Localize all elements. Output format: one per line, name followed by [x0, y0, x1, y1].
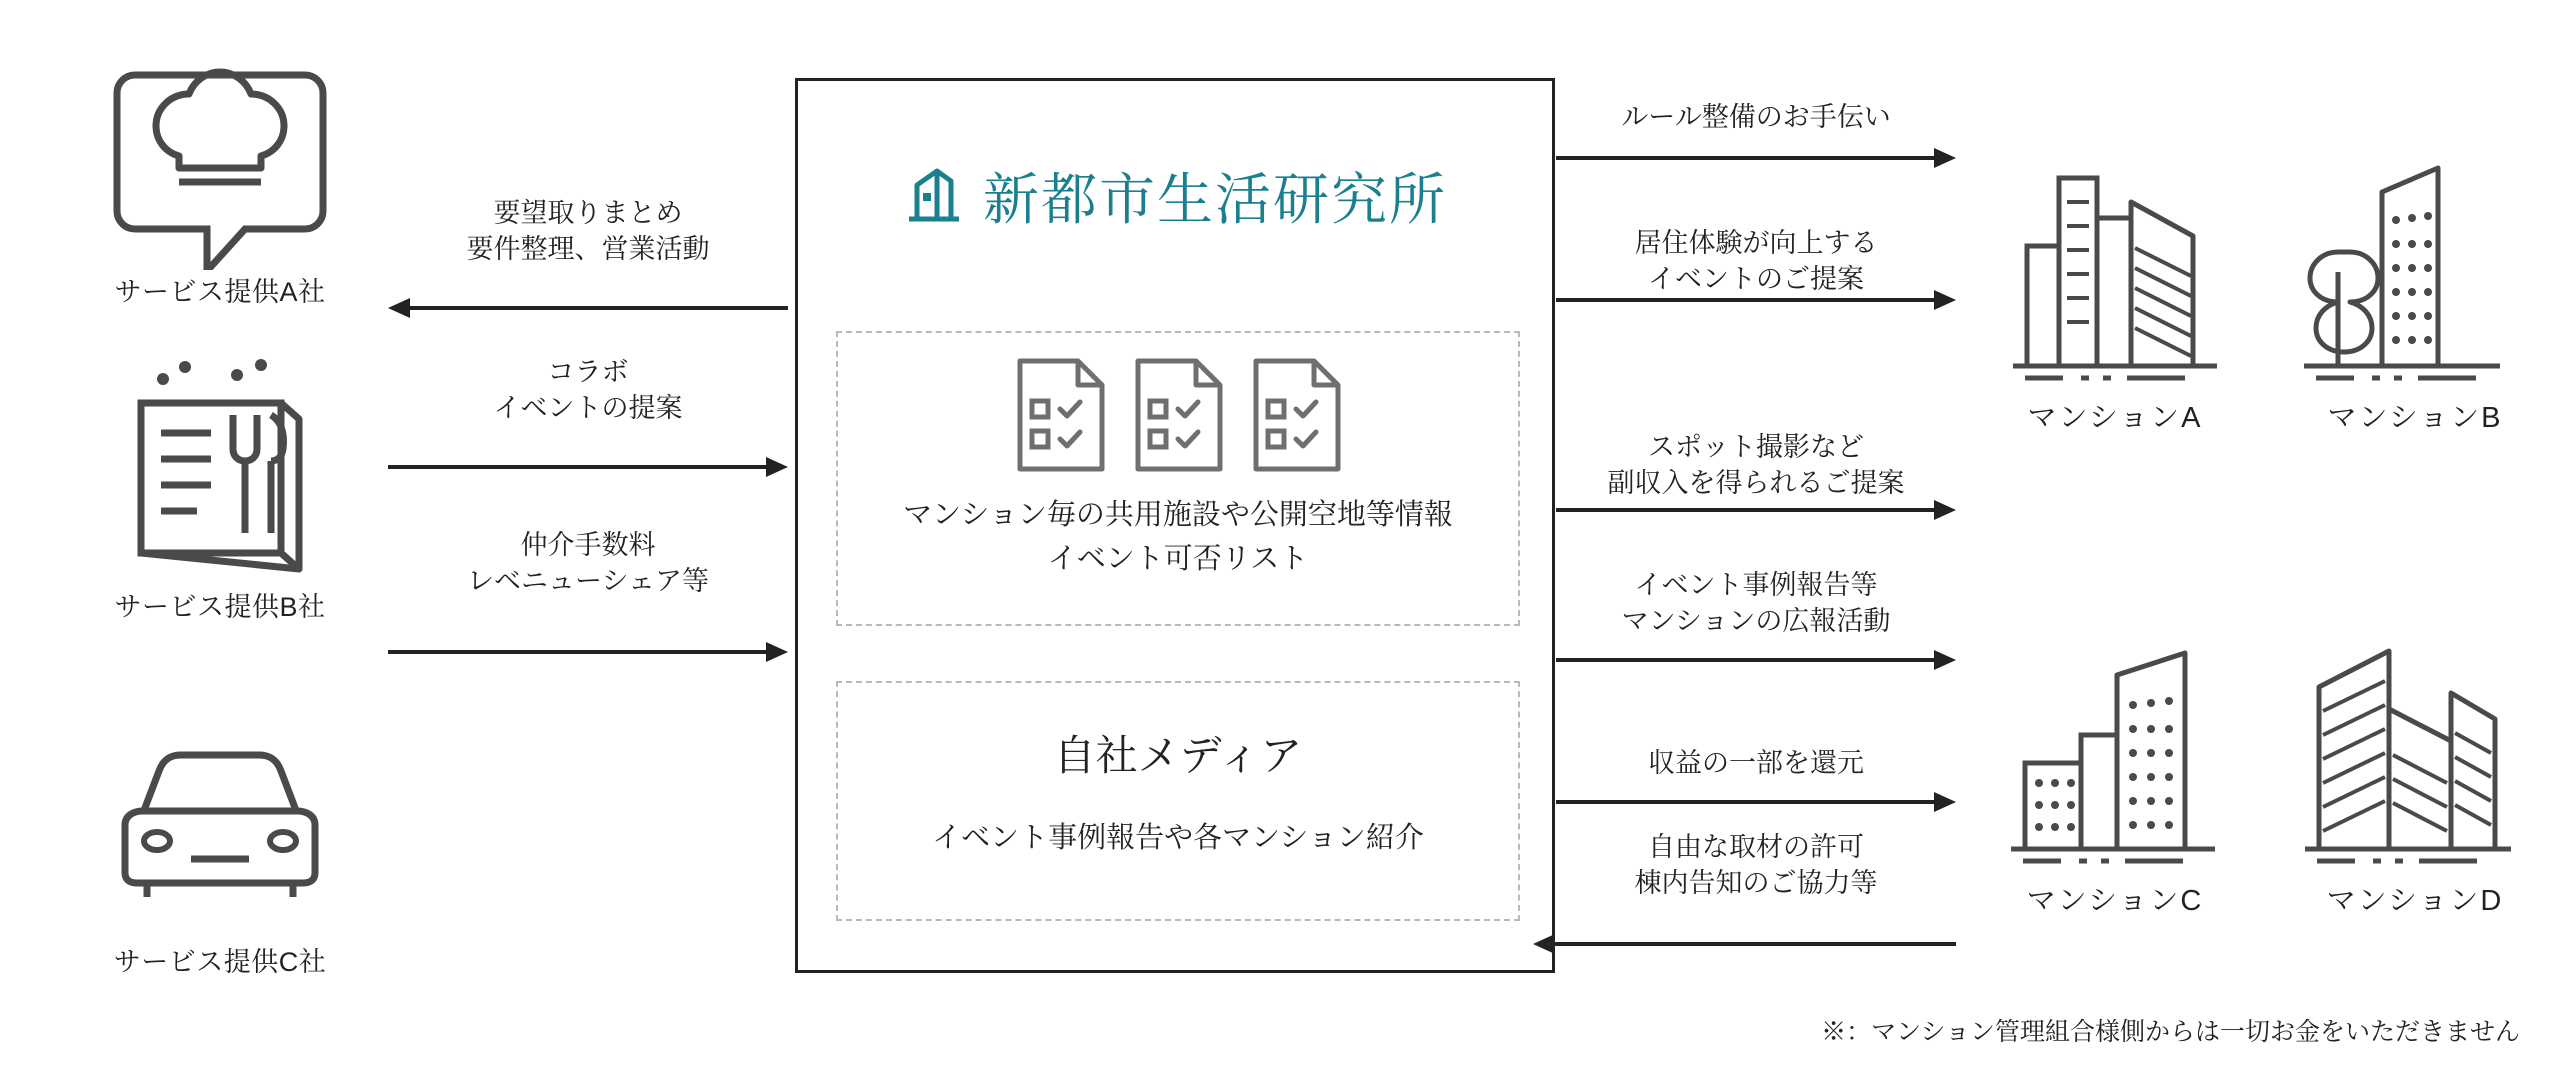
partner-a-label: サービス提供A社 — [114, 277, 326, 307]
partner-a — [50, 40, 390, 309]
checklist-document-icon — [1130, 355, 1226, 480]
building-logo-icon — [903, 163, 965, 230]
right-arrow-5-label: 収益の一部を還元 — [1648, 748, 1864, 778]
right-arrow-4-label: イベント事例報告等 マンションの広報活動 — [1621, 570, 1891, 636]
footnote: ※：マンション管理組合様側からは一切お金をいただきません — [1821, 1018, 2520, 1046]
partner-b-label: サービス提供B社 — [114, 592, 326, 622]
partner-c — [50, 710, 390, 979]
right-arrow-2-label: 居住体験が向上する イベントのご提案 — [1634, 228, 1878, 294]
chef-hat-speech-bubble-icon — [50, 40, 390, 270]
menu-book-cutlery-icon — [50, 355, 390, 585]
left-arrow-2-label: コラボ イベントの提案 — [493, 357, 683, 423]
left-arrow-3-label: 仲介手数料 レベニューシェア等 — [467, 530, 709, 596]
building-a-label: マンションA — [2027, 402, 2203, 434]
left-arrow-3 — [388, 640, 788, 669]
document-icons — [838, 355, 1518, 480]
media-panel-line-1: イベント事例報告や各マンション紹介 — [932, 822, 1424, 854]
left-arrow-2 — [388, 455, 788, 484]
media-panel-title: 自社メディア — [1053, 732, 1303, 779]
brand-name: 新都市生活研究所 — [983, 168, 1447, 231]
right-arrow-5 — [1556, 790, 1956, 819]
car-front-icon — [50, 710, 390, 940]
apartment-complex-icon — [1965, 155, 2265, 385]
data-panel-line-1: マンション毎の共用施設や公開空地等情報 — [903, 499, 1453, 531]
building-a — [1965, 155, 2265, 436]
data-panel-line-2: イベント可否リスト — [1047, 542, 1309, 575]
checklist-document-icon — [1012, 355, 1108, 480]
building-b — [2265, 155, 2560, 436]
left-arrow-1-label: 要望取りまとめ 要件整理、営業活動 — [466, 198, 710, 264]
own-media-panel — [836, 681, 1520, 921]
apartment-striped-icon — [2265, 638, 2560, 868]
shared-facility-data-panel — [836, 331, 1520, 626]
brand — [798, 156, 1552, 236]
right-arrow-3 — [1556, 498, 1956, 527]
center-company-box — [795, 78, 1555, 973]
building-c-label: マンションC — [2026, 885, 2204, 917]
right-arrow-6 — [1533, 932, 1956, 961]
building-d-label: マンションD — [2326, 885, 2504, 917]
apartment-tree-icon — [2265, 155, 2560, 385]
building-b-label: マンションB — [2327, 402, 2503, 434]
apartment-twin-icon — [1965, 638, 2265, 868]
right-arrow-4 — [1556, 648, 1956, 677]
building-d — [2265, 638, 2560, 919]
checklist-document-icon — [1248, 355, 1344, 480]
right-arrow-1 — [1556, 146, 1956, 175]
left-arrow-1 — [388, 296, 788, 325]
partner-c-label: サービス提供C社 — [113, 947, 327, 977]
right-arrow-6-label: 自由な取材の許可 棟内告知のご協力等 — [1634, 832, 1878, 898]
partner-b — [50, 355, 390, 624]
building-c — [1965, 638, 2265, 919]
right-arrow-3-label: スポット撮影など 副収入を得られるご提案 — [1607, 432, 1905, 498]
right-arrow-1-label: ルール整備のお手伝い — [1621, 102, 1891, 132]
